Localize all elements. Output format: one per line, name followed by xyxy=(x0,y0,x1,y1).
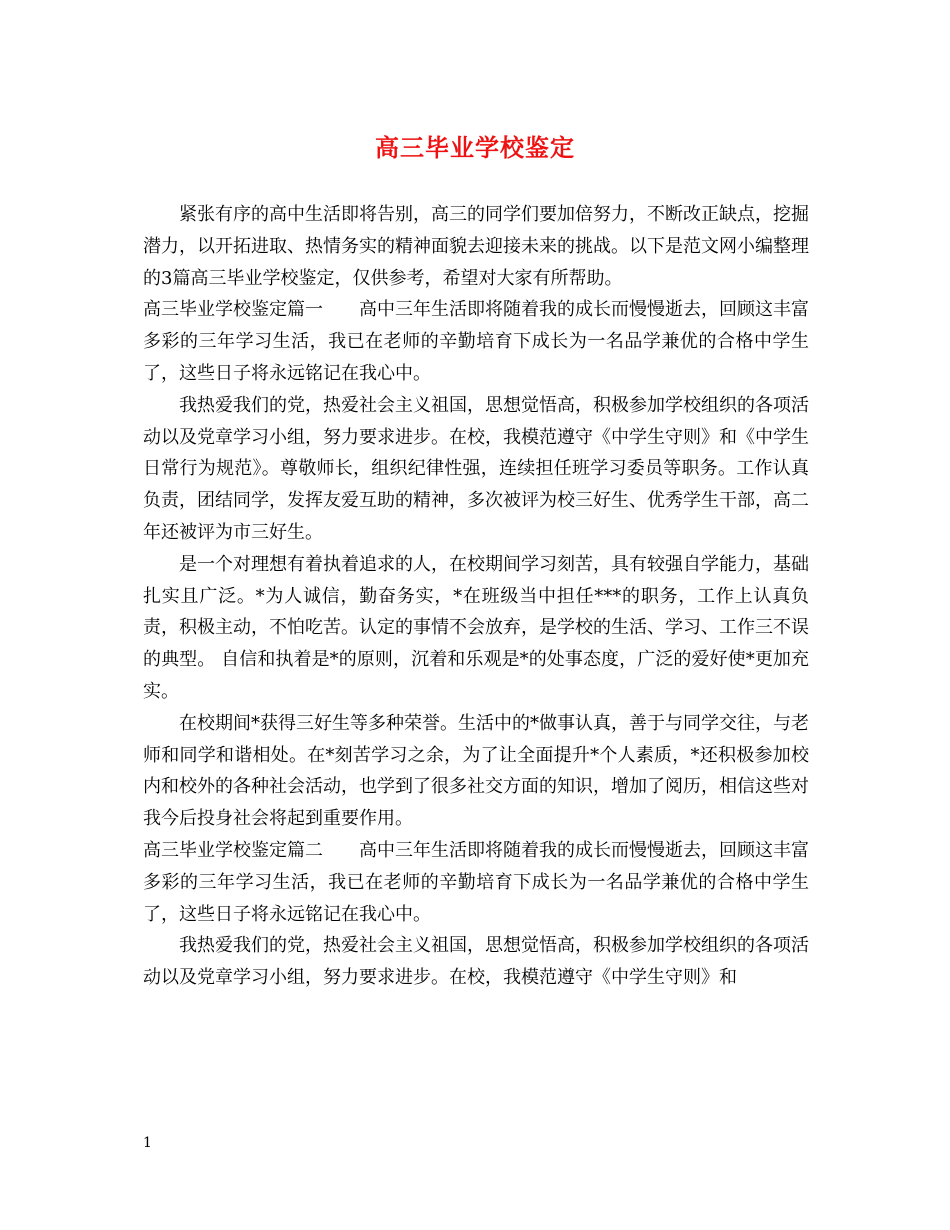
body-paragraph xyxy=(143,549,809,708)
paragraph-text: 紧张有序的高中生活即将告别，高三的同学们要加倍努力，不断改正缺点，挖掘潜力，以开拓进取、热情务实的精神面貌去迎接未来的挑战。以下是范文网小编整理的3篇高三毕业学校鉴定，仅供参考，希望对大家有所帮助。 xyxy=(143,204,809,289)
paragraph-text: 我热爱我们的党，热爱社会主义祖国，思想觉悟高，积极参加学校组织的各项活动以及党章学习小组，努力要求进步。在校，我模范遵守《中学生守则》和 xyxy=(143,935,809,989)
paragraph-text: 高中三年生活即将随着我的成长而慢慢逝去，回顾这丰富多彩的三年学习生活，我已在老师的辛勤培育下成长为一名品学兼优的合格中学生了，这些日子将永远铭记在我心中。 xyxy=(143,299,809,384)
document-title: 高三毕业学校鉴定 xyxy=(375,133,575,162)
section-two-paragraph xyxy=(143,835,809,930)
section-one-paragraph xyxy=(143,294,809,389)
paragraph-text: 我热爱我们的党，热爱社会主义祖国，思想觉悟高，积极参加学校组织的各项活动以及党章学习小组，努力要求进步。在校，我模范遵守《中学生守则》和《中学生日常行为规范》。尊敬师长，组织纪律性强，连续担任班学习委员等职务。工作认真负责，团结同学，发挥友爱互助的精神，多次被评为校三好生、优秀学生干部，高二年还被评为市三好生。 xyxy=(143,394,809,543)
body-paragraph xyxy=(143,708,809,835)
paragraph-text: 是一个对理想有着执着追求的人，在校期间学习刻苦，具有较强自学能力，基础扎实且广泛。*为人诚信，勤奋务实，*在班级当中担任***的职务，工作上认真负责，积极主动，不怕吃苦。认定的事情不会放弃，是学校的生活、学习、工作三不误的典型。 自信和执着是*的原则，沉着和乐观是*的处事态度，广泛的爱好使*更加充实。 xyxy=(143,553,809,702)
body-paragraph xyxy=(143,930,809,994)
paragraph-text: 高中三年生活即将随着我的成长而慢慢逝去，回顾这丰富多彩的三年学习生活，我已在老师的辛勤培育下成长为一名品学兼优的合格中学生了，这些日子将永远铭记在我心中。 xyxy=(143,839,809,925)
intro-paragraph xyxy=(143,199,809,294)
section-two-label: 高三毕业学校鉴定篇二 xyxy=(143,839,323,861)
page-number: 1 xyxy=(143,1135,152,1151)
body-paragraph xyxy=(143,390,809,549)
section-one-label: 高三毕业学校鉴定篇一 xyxy=(143,299,323,321)
paragraph-text: 在校期间*获得三好生等多种荣誉。生活中的*做事认真，善于与同学交往，与老师和同学和谐相处。在*刻苦学习之余，为了让全面提升*个人素质，*还积极参加校内和校外的各种社会活动，也学到了很多社交方面的知识，增加了阅历，相信这些对我今后投身社会将起到重要作用。 xyxy=(143,712,809,830)
document-body xyxy=(143,199,809,994)
